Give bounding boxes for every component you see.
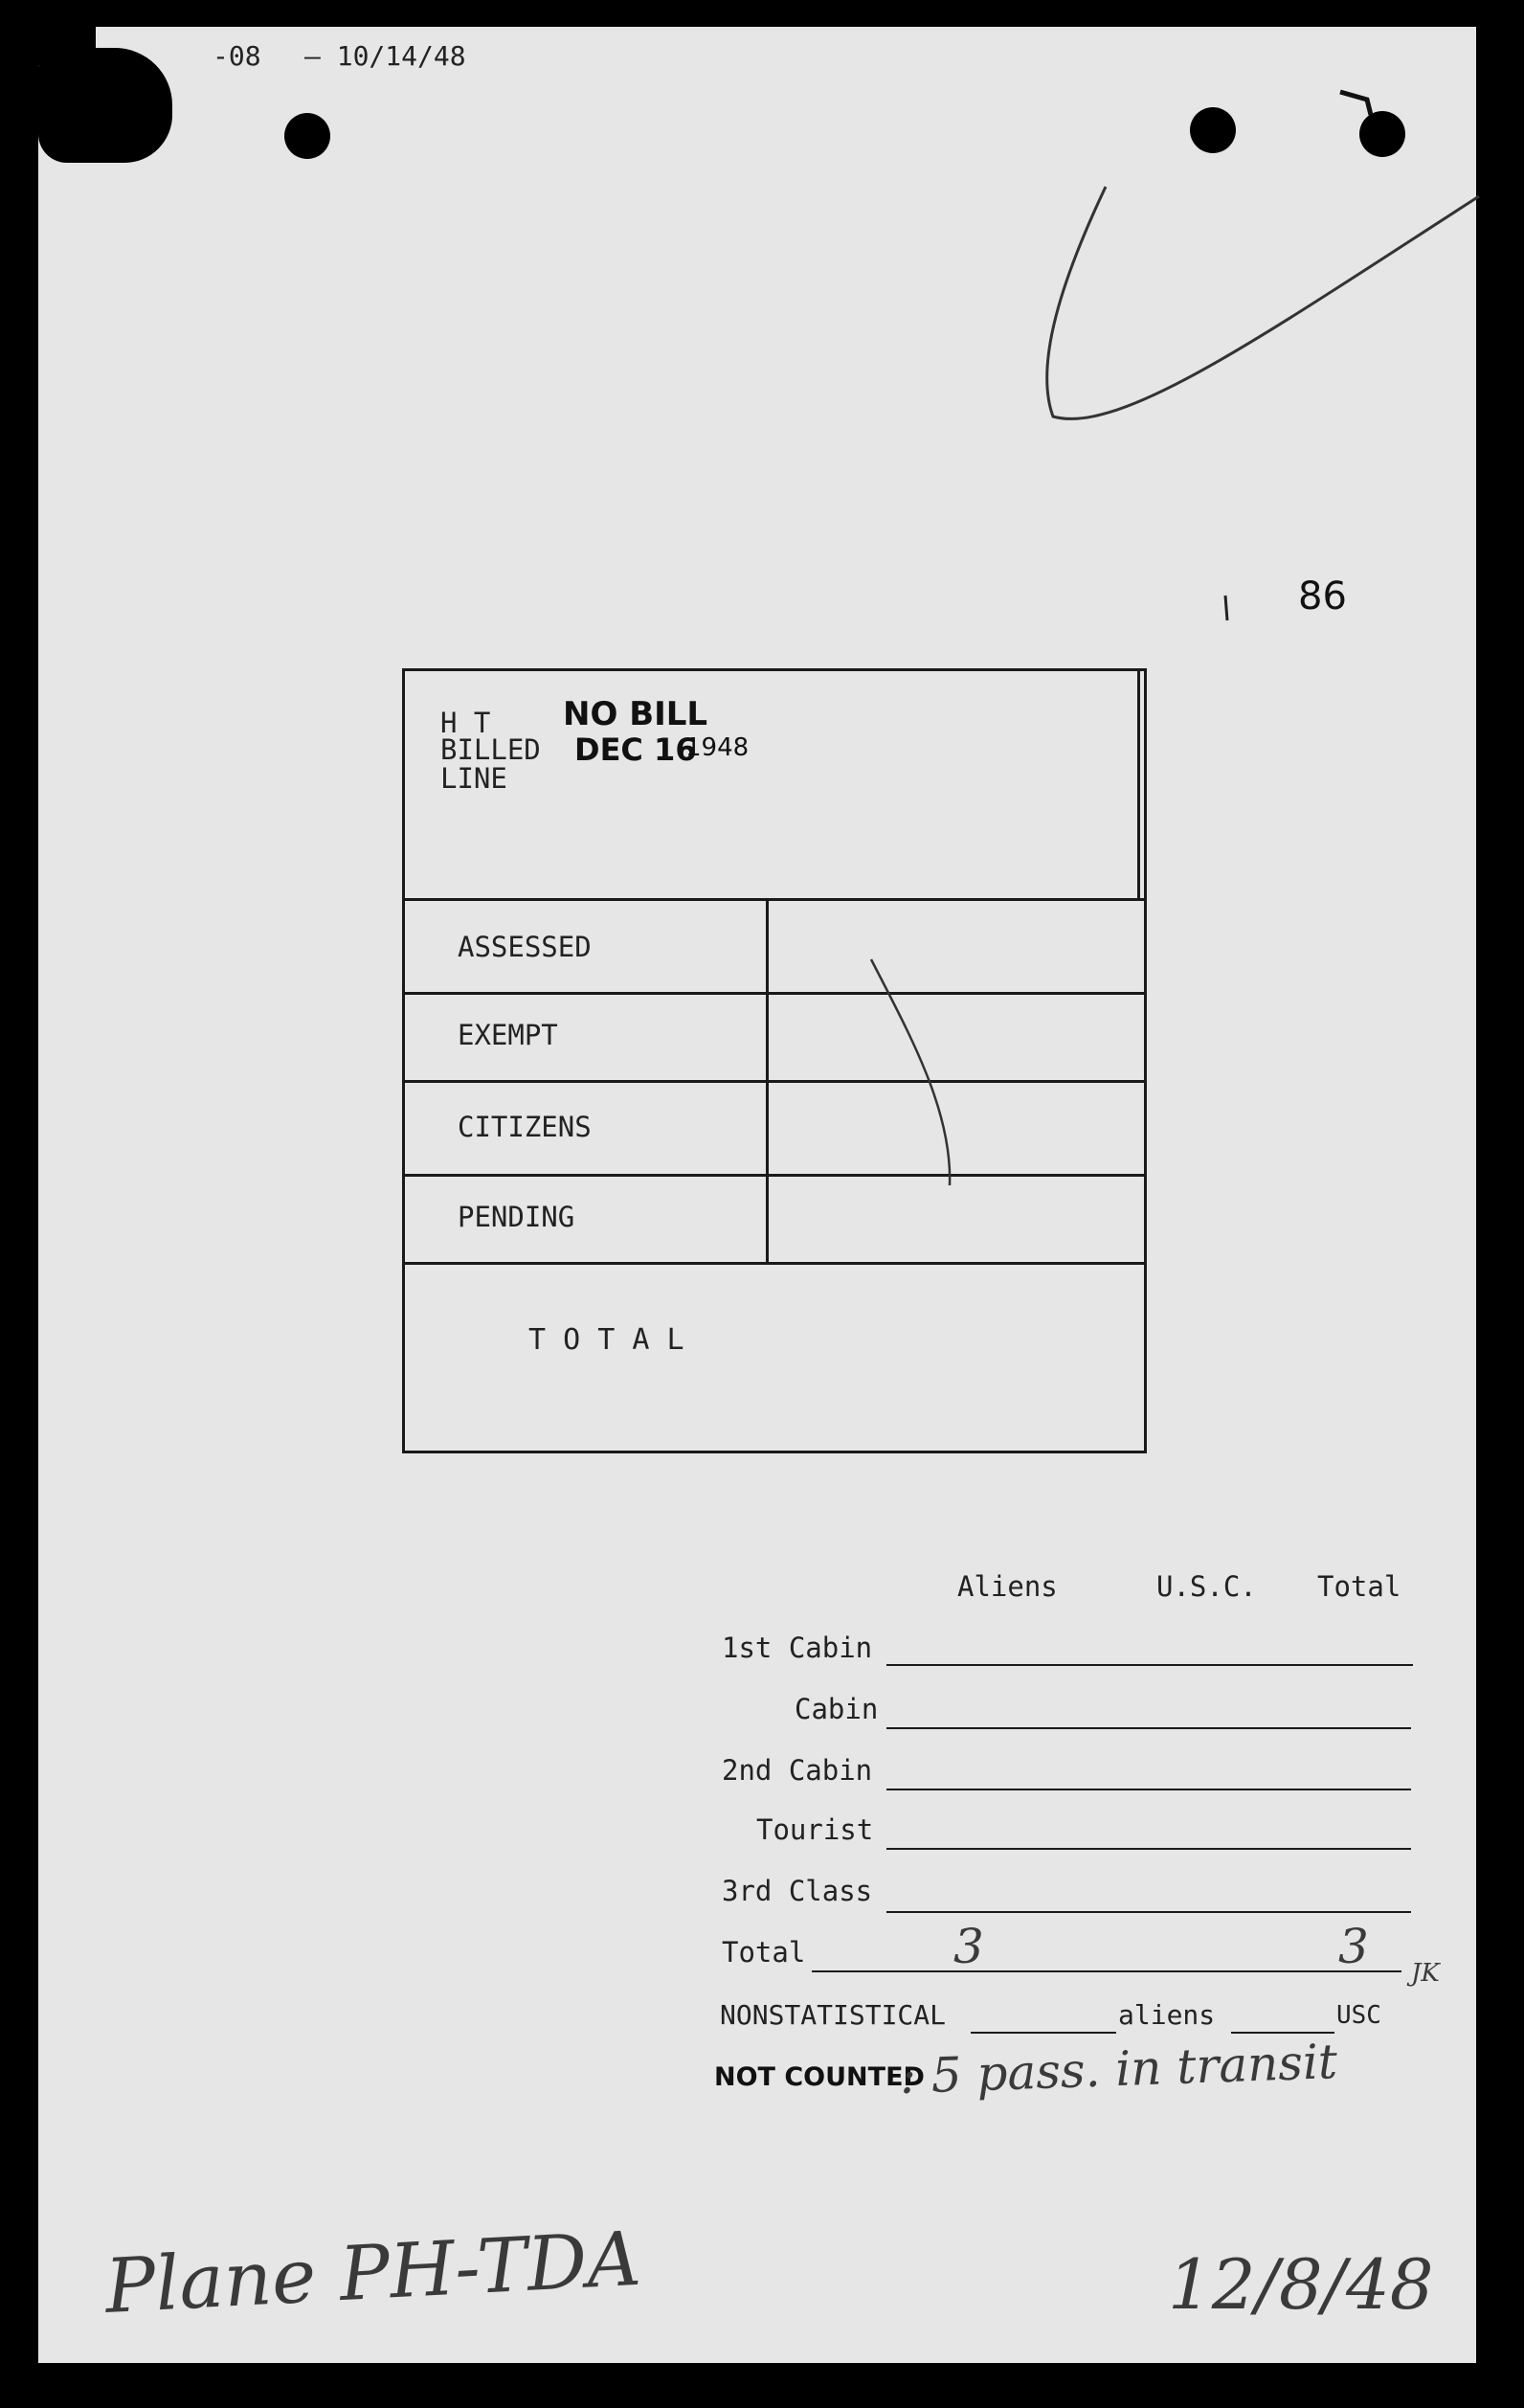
row-divider-3: [402, 1174, 1147, 1177]
column-usc: U.S.C.: [1156, 1570, 1257, 1603]
form-reference: -08: [213, 40, 261, 72]
ht-label: H T: [440, 707, 491, 739]
torn-edge: [38, 27, 96, 65]
line-label: LINE: [440, 762, 507, 795]
exempt-label: EXEMPT: [458, 1019, 558, 1051]
column-total: Total: [1317, 1570, 1401, 1603]
handwritten-date: 12/8/48: [1168, 2244, 1434, 2325]
not-counted-note: : 5 pass. in transit: [898, 2034, 1338, 2104]
nonstatistical-aliens-label: aliens: [1118, 1999, 1216, 2031]
line-1st-cabin: [886, 1664, 1413, 1666]
total-label: T O T A L: [528, 1323, 684, 1357]
total-initials: JK: [1411, 1959, 1440, 1988]
row-2nd-cabin: 2nd Cabin: [722, 1754, 873, 1787]
row-cabin: Cabin: [795, 1693, 879, 1725]
line-2nd-cabin: [886, 1789, 1411, 1790]
row-divider-2: [402, 1080, 1147, 1083]
line-total: [812, 1970, 1401, 1972]
line-3rd-class: [886, 1911, 1411, 1913]
row-divider-1: [402, 992, 1147, 995]
binder-hole-right-1: [1190, 107, 1236, 153]
stamp-box: [402, 668, 1147, 1453]
line-tourist: [886, 1848, 1411, 1850]
torn-corner: [38, 48, 172, 163]
header-date: — 10/14/48: [304, 40, 466, 72]
citizens-label: CITIZENS: [458, 1111, 592, 1143]
row-tourist: Tourist: [756, 1813, 874, 1846]
date-stamp-year: 1948: [685, 733, 750, 762]
line-cabin: [886, 1727, 1411, 1729]
line-nonstat-aliens: [971, 2032, 1116, 2034]
total-aliens-value: 3: [953, 1919, 984, 1974]
nonstatistical-usc-label: USC: [1336, 2001, 1381, 2030]
no-bill-stamp: NO BILL: [563, 695, 708, 733]
stamp-box-divider-top: [402, 898, 1147, 901]
binder-hole-right-2: [1359, 111, 1405, 157]
row-divider-4: [402, 1262, 1147, 1265]
assessed-label: ASSESSED: [458, 931, 592, 963]
not-counted-label: NOT COUNTED: [714, 2062, 925, 2092]
pending-label: PENDING: [458, 1201, 575, 1233]
stamp-box-column-divider: [766, 898, 769, 1262]
row-1st-cabin: 1st Cabin: [722, 1632, 873, 1664]
date-stamp: DEC 16: [574, 731, 697, 768]
row-3rd-class: 3rd Class: [722, 1875, 873, 1907]
page-number-mark: 86: [1298, 574, 1347, 619]
plane-note: Plane PH-TDA: [102, 2216, 643, 2330]
binder-hole-left: [284, 113, 330, 159]
column-aliens: Aliens: [957, 1570, 1058, 1603]
billed-label: BILLED: [440, 733, 541, 766]
nonstatistical-label: NONSTATISTICAL: [720, 1999, 947, 2031]
stamp-box-right-edge-double: [1137, 670, 1140, 900]
total-total-value: 3: [1338, 1919, 1369, 1974]
row-total: Total: [722, 1936, 806, 1969]
